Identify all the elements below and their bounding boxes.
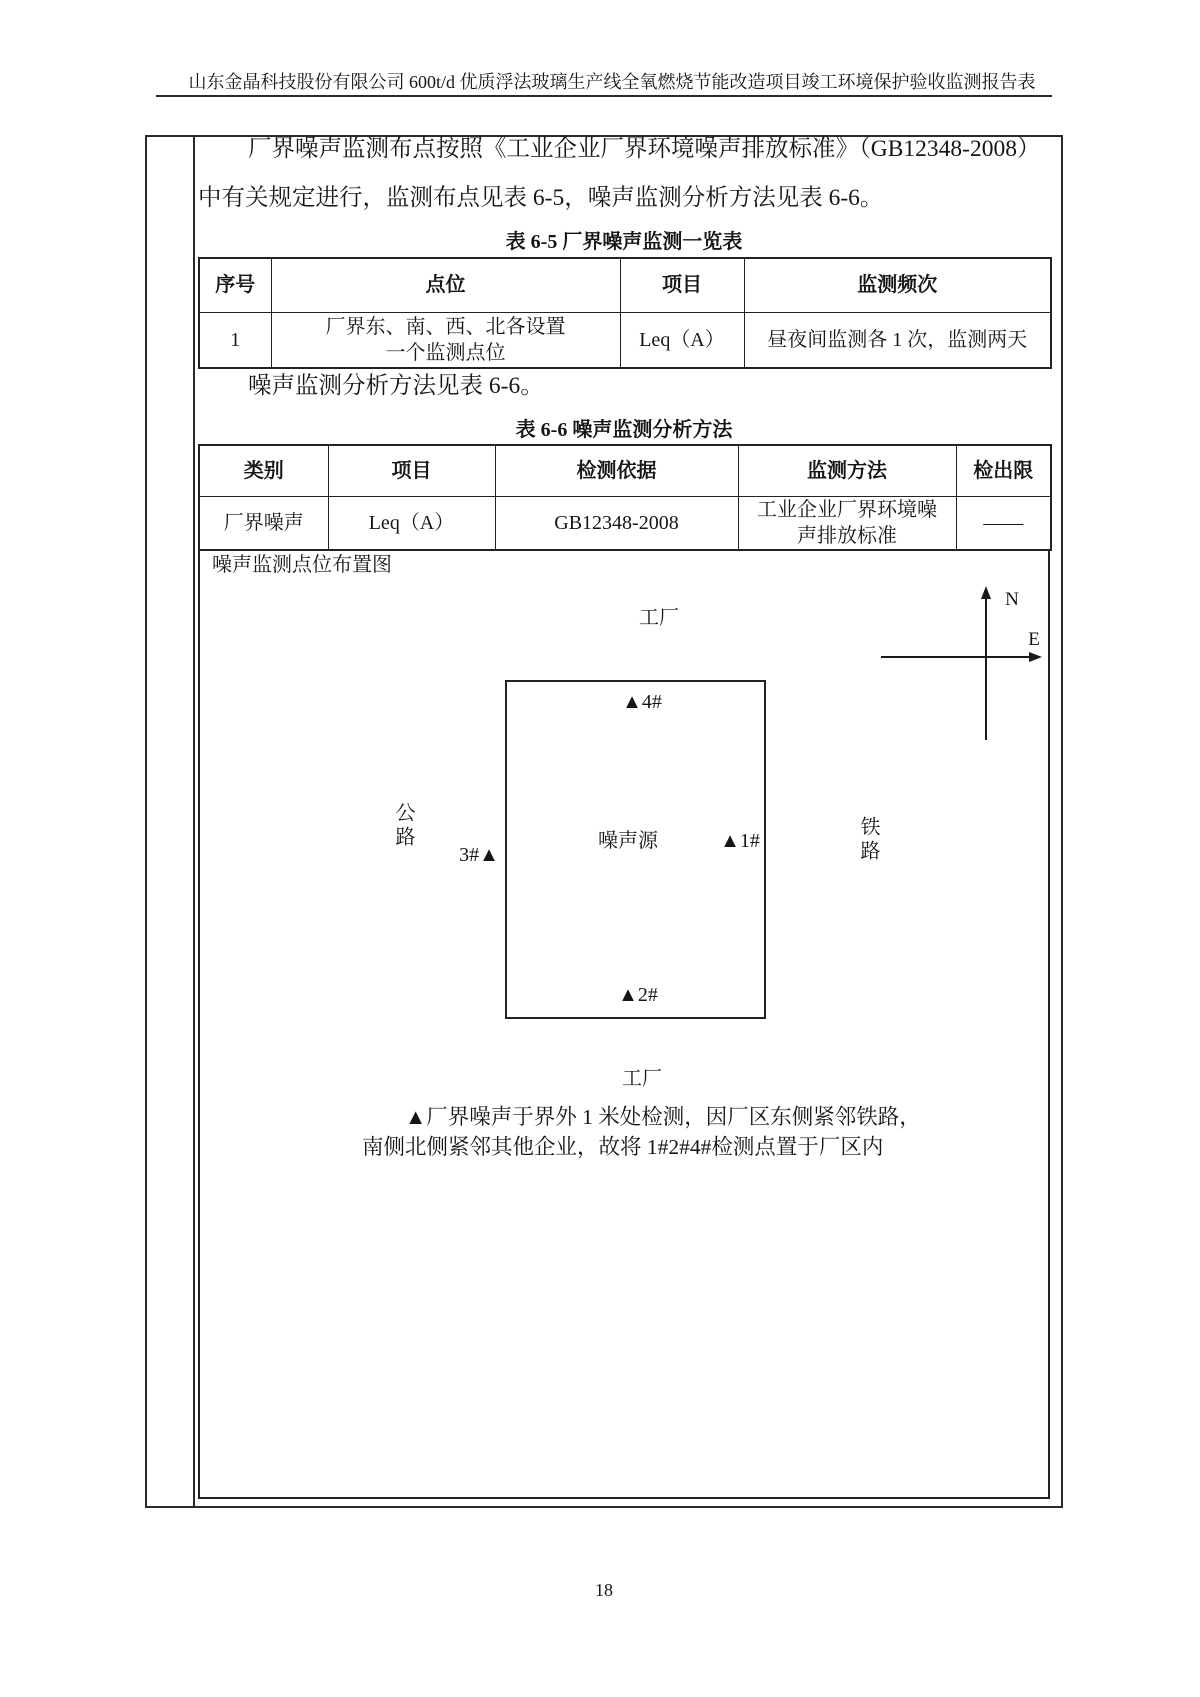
cell-no: 1: [199, 312, 271, 368]
compass-east-label: E: [1028, 629, 1040, 650]
method-reference-sentence: 噪声监测分析方法见表 6-6。: [248, 373, 544, 399]
south-neighbor-label: 工厂: [622, 1068, 662, 1090]
compass-north-label: N: [1005, 589, 1019, 610]
east-arrow-icon: [1029, 652, 1042, 662]
north-neighbor-label: 工厂: [639, 607, 679, 629]
intro-paragraph-line-1: 厂界噪声监测布点按照《工业企业厂界环境噪声排放标准》（GB12348-2008）: [248, 136, 1041, 162]
page-number: 18: [595, 1580, 613, 1600]
north-arrow-icon: [981, 586, 991, 599]
cell-category: 厂界噪声: [199, 496, 328, 550]
figure-note-line-1: ▲厂界噪声于界外 1 米处检测，因厂区东侧紧邻铁路，: [405, 1105, 921, 1129]
noise-source-label: 噪声源: [598, 830, 658, 852]
header-detection-limit: 检出限: [956, 445, 1051, 496]
header-frequency: 监测频次: [744, 258, 1051, 312]
layout-figure-title: 噪声监测点位布置图: [212, 554, 392, 576]
compass: [870, 578, 1055, 748]
header-location: 点位: [271, 258, 620, 312]
cell-location-line-1: 厂界东、南、西、北各设置: [325, 315, 566, 338]
intro-paragraph-line-2: 中有关规定进行，监测布点见表 6-5，噪声监测分析方法见表 6-6。: [198, 185, 884, 211]
table-6-6-noise-analysis-methods: [198, 444, 1052, 551]
monitoring-point-4: ▲4#: [622, 691, 662, 713]
header-basis: 检测依据: [495, 445, 738, 496]
cell-detection-limit: ——: [956, 496, 1051, 550]
figure-note-line-2: 南侧北侧紧邻其他企业，故将 1#2#4#检测点置于厂区内: [362, 1135, 884, 1159]
left-column-divider: [193, 135, 195, 1508]
header-rule: [156, 95, 1052, 97]
cell-location-line-2: 一个监测点位: [385, 341, 506, 364]
report-header-title: 山东金晶科技股份有限公司 600t/d 优质浮法玻璃生产线全氧燃烧节能改造项目竣工环境保护验收监测报告表: [188, 72, 1036, 92]
cell-item: Leq（A）: [328, 496, 495, 550]
header-method: 监测方法: [738, 445, 956, 496]
cell-location: [271, 312, 620, 368]
table-header-row: [199, 258, 1051, 312]
header-item: 项目: [328, 445, 495, 496]
cell-method: [738, 496, 956, 550]
table-row: [199, 312, 1051, 368]
table-6-5-noise-monitoring-overview: [198, 257, 1052, 369]
west-neighbor-label: 公路: [392, 802, 414, 850]
cell-basis: GB12348-2008: [495, 496, 738, 550]
table-row: [199, 496, 1051, 550]
monitoring-point-3: 3#▲: [459, 844, 499, 866]
cell-item: Leq（A）: [620, 312, 744, 368]
cell-method-line-2: 声排放标准: [797, 524, 897, 547]
table-header-row: [199, 445, 1051, 496]
header-category: 类别: [199, 445, 328, 496]
monitoring-point-1: ▲1#: [720, 830, 760, 852]
header-item: 项目: [620, 258, 744, 312]
east-neighbor-label: 铁路: [857, 816, 879, 864]
table-6-5-caption: 表 6-5 厂界噪声监测一览表: [505, 231, 743, 253]
monitoring-point-2: ▲2#: [618, 984, 658, 1006]
cell-frequency: 昼夜间监测各 1 次，监测两天: [744, 312, 1051, 368]
table-6-6-caption: 表 6-6 噪声监测分析方法: [515, 419, 733, 441]
header-no: 序号: [199, 258, 271, 312]
cell-method-line-1: 工业企业厂界环境噪: [757, 498, 937, 521]
